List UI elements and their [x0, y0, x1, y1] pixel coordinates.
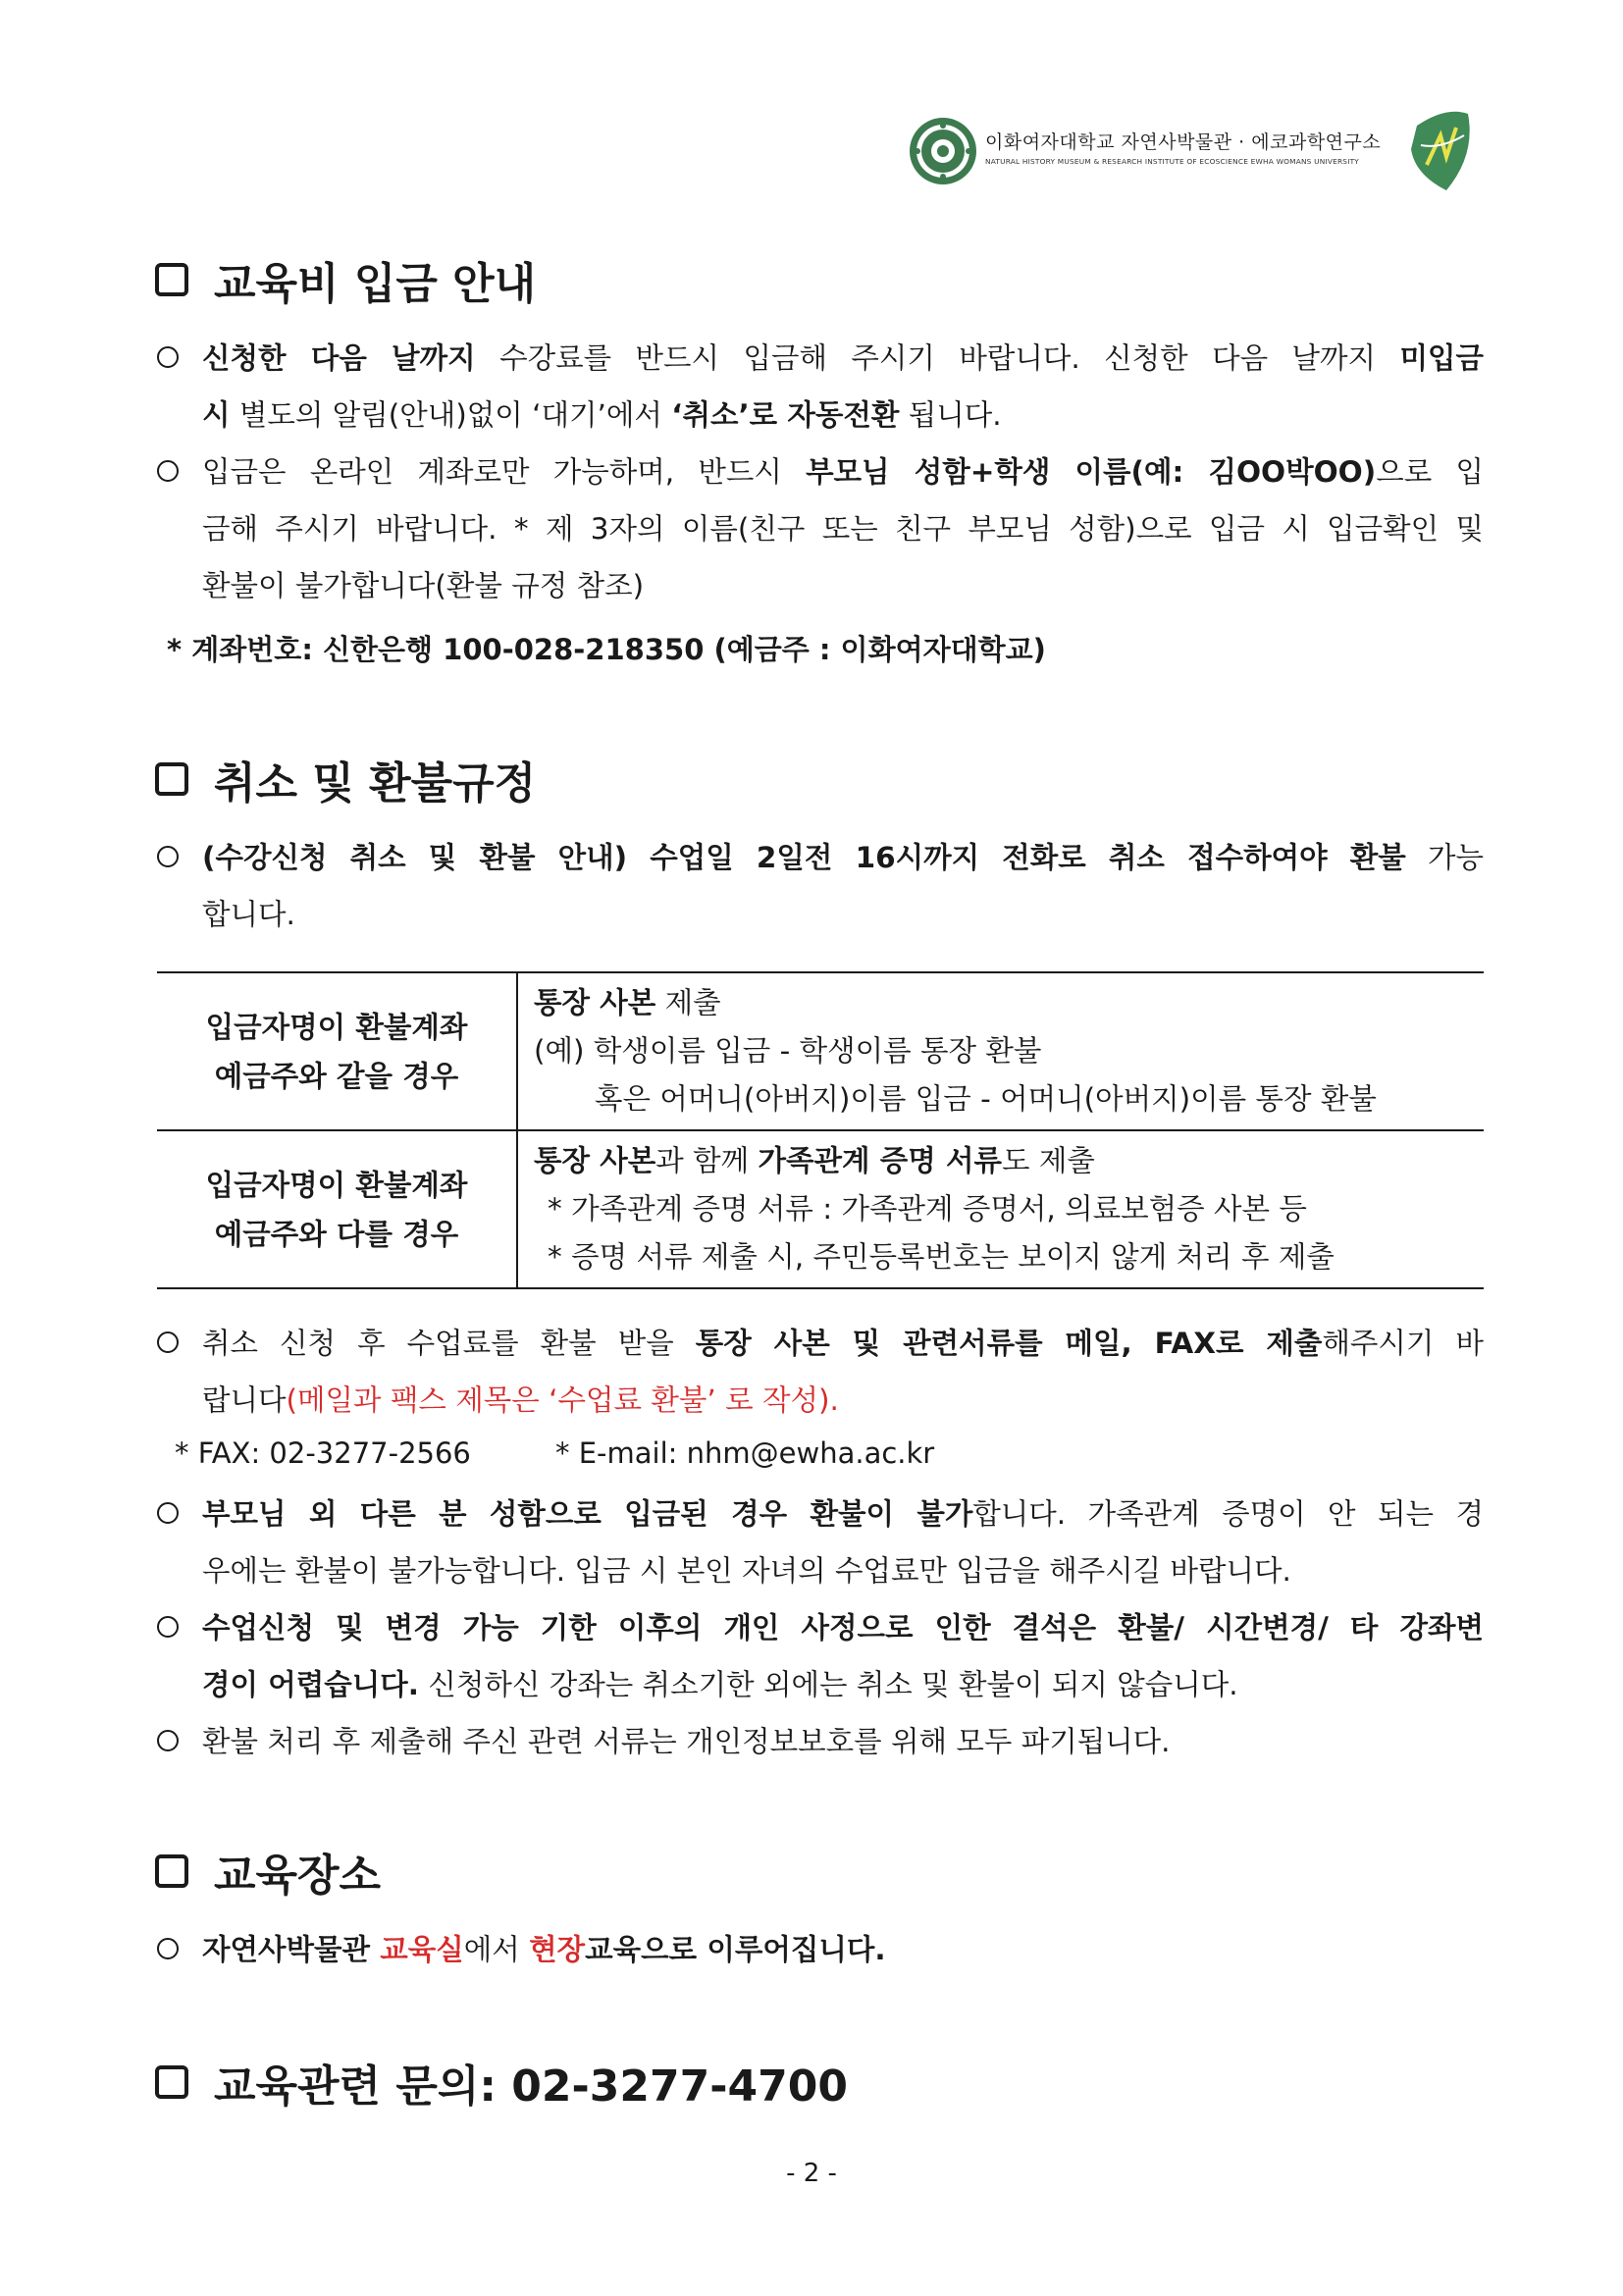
refund-paragraph-2: 취소 신청 후 수업료를 환불 받을 통장 사본 및 관련서류를 메일, FAX로 제출해주시기 바 랍니다(메일과 팩스 제목은 ‘수업료 환불’ 로 작성). — [157, 1315, 1484, 1429]
circle-bullet-icon — [157, 1599, 202, 1656]
organization-name-english: NATURAL HISTORY MUSEUM & RESEARCH INSTITUTE OF ECOSCIENCE EWHA WOMANS UNIVERSITY — [985, 157, 1359, 166]
ewha-emblem-logo — [908, 116, 978, 186]
section-title: 교육비 입금 안내 — [214, 259, 537, 309]
payment-paragraph-2: 입금은 온라인 계좌로만 가능하며, 반드시 부모님 성함+학생 이름(예: 김OO박OO)으로 입 금해 주시기 바랍니다. * 제 3자의 이름(친구 또는 친구 부모님 성함)으로 입금 시 입금확인 및 환불이 불가합니다(환불 규정 참조) — [157, 444, 1484, 614]
table-row-content: 통장 사본 제출 (예) 학생이름 입금 - 학생이름 통장 환불 혹은 어머니(아버지)이름 입금 - 어머니(아버지)이름 통장 환불 — [517, 972, 1484, 1130]
table-row-label: 입금자명이 환불계좌 예금주와 다를 경우 — [157, 1130, 517, 1288]
bank-account-note: * 계좌번호: 신한은행 100-028-218350 (예금주 : 이화여자대학교) — [167, 633, 1046, 666]
section-heading-refund — [155, 748, 536, 810]
circle-bullet-icon — [157, 1315, 202, 1372]
section-heading-payment — [155, 248, 536, 311]
section-title: 교육관련 문의: 02-3277-4700 — [214, 2061, 848, 2112]
refund-paragraph-1: (수강신청 취소 및 환불 안내) 수업일 2일전 16시까지 전화로 취소 접수하여야 환불 가능 합니다. — [157, 829, 1484, 943]
refund-table — [157, 971, 1484, 1289]
circle-bullet-icon — [157, 829, 202, 886]
organization-name: 이화여자대학교 자연사박물관 · 에코과학연구소 — [985, 131, 1382, 153]
refund-paragraph-5: 환불 처리 후 제출해 주신 관련 서류는 개인정보보호를 위해 모두 파기됩니다. — [157, 1713, 1484, 1770]
refund-paragraph-3: 부모님 외 다른 분 성함으로 입금된 경우 환불이 불가합니다. 가족관계 증명이 안 되는 경 우에는 환불이 불가능합니다. 입금 시 본인 자녀의 수업료만 입금을 해주시길 바랍니다. — [157, 1486, 1484, 1599]
circle-bullet-icon — [157, 330, 202, 387]
checkbox-square-icon — [155, 263, 188, 296]
table-row-label: 입금자명이 환불계좌 예금주와 같을 경우 — [157, 972, 517, 1130]
circle-bullet-icon — [157, 1713, 202, 1770]
checkbox-square-icon — [155, 2065, 188, 2099]
table-row-content: 통장 사본과 함께 가족관계 증명 서류도 제출 * 가족관계 증명 서류 : 가족관계 증명서, 의료보험증 사본 등 * 증명 서류 제출 시, 주민등록번호는 보이지 않게 처리 후 제출 — [517, 1130, 1484, 1288]
checkbox-square-icon — [155, 762, 188, 796]
section-heading-place — [155, 1840, 381, 1903]
section-heading-inquiry — [155, 2051, 848, 2113]
place-paragraph: 자연사박물관 교육실에서 현장교육으로 이루어집니다. — [157, 1921, 1484, 1978]
checkbox-square-icon — [155, 1854, 188, 1888]
table-row — [157, 1130, 1484, 1288]
table-row — [157, 972, 1484, 1130]
circle-bullet-icon — [157, 444, 202, 500]
circle-bullet-icon — [157, 1486, 202, 1542]
payment-paragraph-1: 신청한 다음 날까지 수강료를 반드시 입금해 주시기 바랍니다. 신청한 다음 날까지 미입금 시 별도의 알림(안내)없이 ‘대기’에서 ‘취소’로 자동전환 됩니다. — [157, 330, 1484, 444]
page-number: - 2 - — [786, 2159, 837, 2188]
section-title: 취소 및 환불규정 — [214, 758, 537, 809]
email-contact: * E-mail: nhm@ewha.ac.kr — [555, 1436, 935, 1470]
circle-bullet-icon — [157, 1921, 202, 1978]
refund-paragraph-4: 수업신청 및 변경 가능 기한 이후의 개인 사정으로 인한 결석은 환불/ 시간변경/ 타 강좌변 경이 어렵습니다. 신청하신 강좌는 취소기한 외에는 취소 및 환불이 되지 않습니다. — [157, 1599, 1484, 1713]
ecoscience-leaf-logo — [1407, 106, 1476, 192]
section-title: 교육장소 — [214, 1851, 382, 1901]
fax-contact: * FAX: 02-3277-2566 — [175, 1436, 471, 1470]
